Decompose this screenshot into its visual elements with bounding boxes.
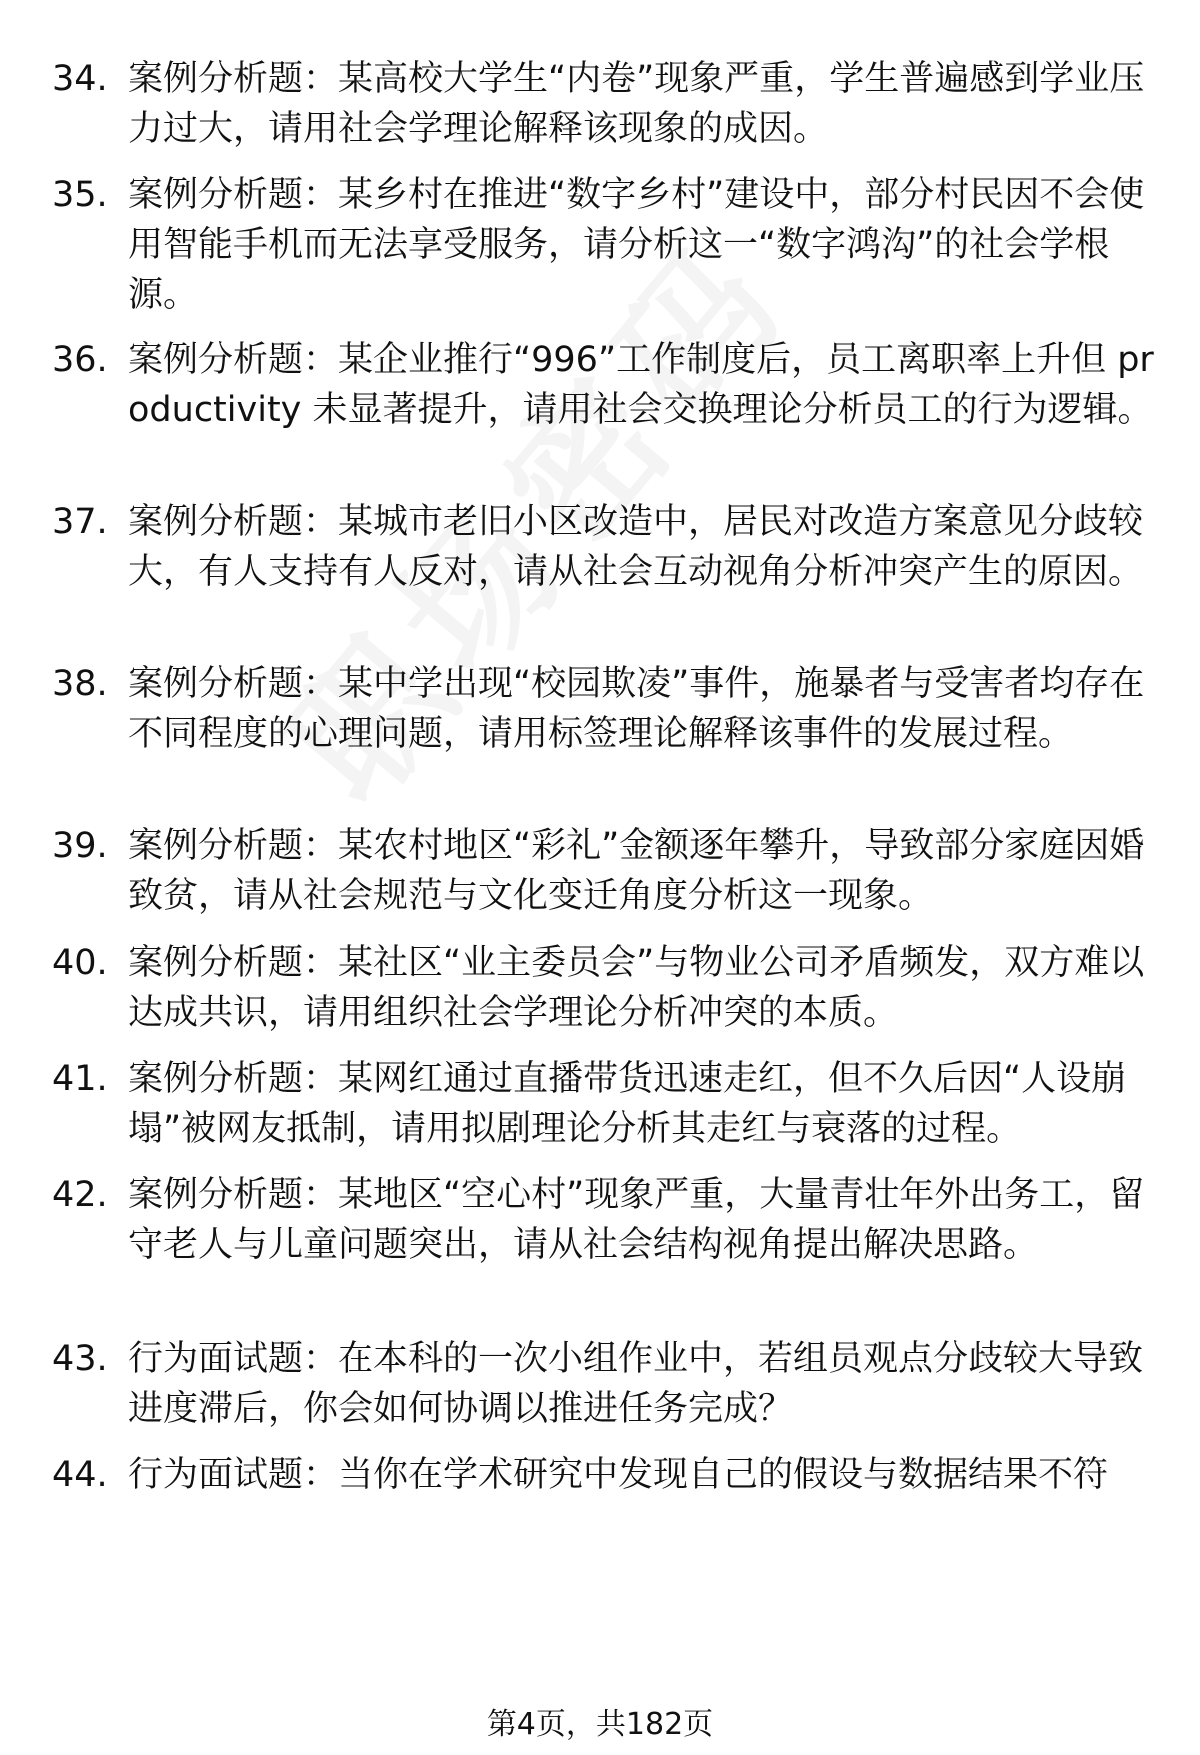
question-item	[52, 335, 1172, 435]
question-number: 42.	[52, 1175, 108, 1215]
question-item	[52, 1334, 1172, 1434]
question-number: 43.	[52, 1339, 108, 1379]
page-footer: 第4页，共182页	[486, 1707, 714, 1742]
question-text: 案例分析题：某农村地区“彩礼”金额逐年攀升，导致部分家庭因婚致贫，请从社会规范与文化变迁角度分析这一现象。	[128, 826, 1145, 916]
question-text: 行为面试题：当你在学术研究中发现自己的假设与数据结果不符	[128, 1455, 1109, 1495]
question-item	[52, 1170, 1172, 1270]
question-number: 39.	[52, 826, 108, 866]
question-number: 44.	[52, 1455, 108, 1495]
question-item	[52, 938, 1172, 1038]
question-item	[52, 54, 1172, 154]
question-number: 36.	[52, 340, 108, 380]
question-item	[52, 821, 1172, 921]
question-text: 案例分析题：某企业推行“996”工作制度后，员工离职率上升但 productivity 未显著提升，请用社会交换理论分析员工的行为逻辑。	[128, 340, 1154, 430]
question-number: 35.	[52, 175, 108, 215]
question-number: 34.	[52, 59, 108, 99]
question-item	[52, 170, 1172, 320]
question-text: 案例分析题：某城市老旧小区改造中，居民对改造方案意见分歧较大，有人支持有人反对，请从社会互动视角分析冲突产生的原因。	[128, 502, 1144, 592]
question-text: 案例分析题：某社区“业主委员会”与物业公司矛盾频发，双方难以达成共识，请用组织社会学理论分析冲突的本质。	[128, 943, 1145, 1033]
question-text: 行为面试题：在本科的一次小组作业中，若组员观点分歧较大导致进度滞后，你会如何协调以推进任务完成？	[128, 1339, 1144, 1429]
question-text: 案例分析题：某地区“空心村”现象严重，大量青壮年外出务工，留守老人与儿童问题突出，请从社会结构视角提出解决思路。	[128, 1175, 1145, 1265]
question-item	[52, 497, 1172, 597]
question-item	[52, 1054, 1172, 1154]
question-item	[52, 1450, 1172, 1500]
question-text: 案例分析题：某网红通过直播带货迅速走红，但不久后因“人设崩塌”被网友抵制，请用拟剧理论分析其走红与衰落的过程。	[128, 1059, 1127, 1149]
question-number: 37.	[52, 502, 108, 542]
question-text: 案例分析题：某中学出现“校园欺凌”事件，施暴者与受害者均存在不同程度的心理问题，请用标签理论解释该事件的发展过程。	[128, 664, 1145, 754]
question-number: 41.	[52, 1059, 108, 1099]
question-text: 案例分析题：某乡村在推进“数字乡村”建设中，部分村民因不会使用智能手机而无法享受服务，请分析这一“数字鸿沟”的社会学根源。	[128, 175, 1145, 315]
question-text: 案例分析题：某高校大学生“内卷”现象严重，学生普遍感到学业压力过大，请用社会学理论解释该现象的成因。	[128, 59, 1145, 149]
question-number: 40.	[52, 943, 108, 983]
question-item	[52, 659, 1172, 759]
question-number: 38.	[52, 664, 108, 704]
